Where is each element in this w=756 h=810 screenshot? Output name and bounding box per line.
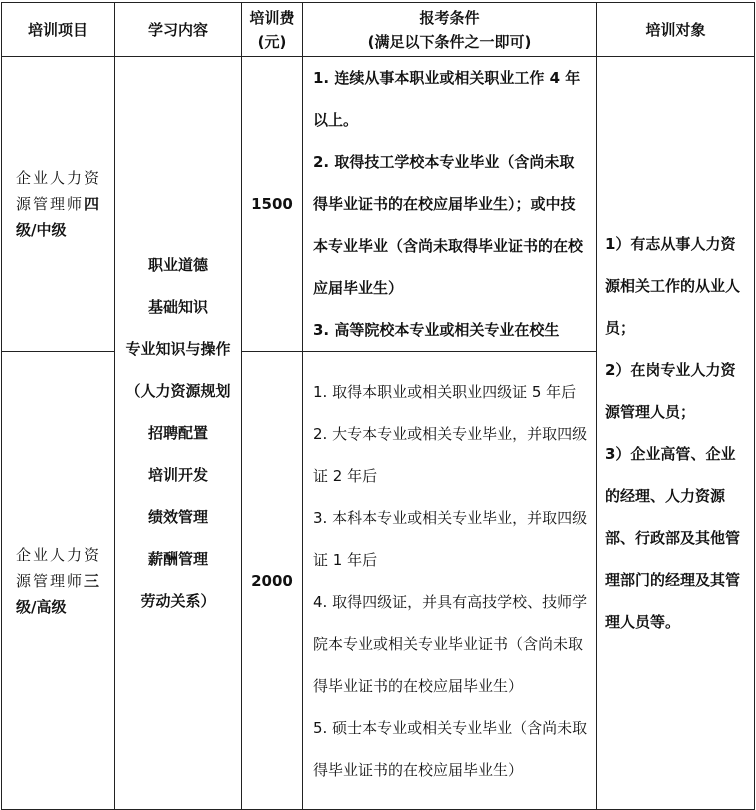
header-fee-label: 培训费 <box>249 8 295 27</box>
project-name: 企业人力资源管理师 <box>16 545 102 590</box>
content-line: 薪酬管理 <box>147 550 208 568</box>
content-line: 培训开发 <box>147 466 208 484</box>
target-item: 3）企业高管、企业的经理、人力资源部、行政部及其他管理部门的经理及其管理人员等。 <box>605 445 741 631</box>
content-line: 劳动关系） <box>140 592 216 610</box>
header-conditions-label: 报考条件 <box>419 8 480 27</box>
table-row-level4 <box>2 57 755 352</box>
condition-item: 2. 取得技工学校本专业毕业（含尚未取得毕业证书的在校应届毕业生）；或中技本专业毕业（含尚未取得毕业证书的在校应届毕业生） <box>313 153 584 297</box>
project-cell-level3 <box>2 352 115 810</box>
content-line: 专业知识与操作 <box>125 340 231 358</box>
condition-item: 4. 取得四级证，并具有高技学校、技师学院本专业或相关专业毕业证书（含尚未取得毕业证书的在校应届毕业生） <box>313 592 588 695</box>
training-table <box>1 2 755 810</box>
header-conditions-note: (满足以下条件之一即可) <box>367 32 532 51</box>
target-cell <box>597 57 755 810</box>
content-line: 招聘配置 <box>147 424 208 442</box>
header-target: 培训对象 <box>597 3 755 57</box>
header-content: 学习内容 <box>115 3 242 57</box>
conditions-cell-level4 <box>303 57 597 352</box>
project-cell-level4 <box>2 57 115 352</box>
target-item: 2）在岗专业人力资源管理人员； <box>605 361 736 421</box>
conditions-cell-level3 <box>303 352 597 810</box>
condition-item: 1. 取得本职业或相关职业四级证 5 年后 <box>313 382 577 401</box>
target-item: 1）有志从事人力资源相关工作的从业人员； <box>605 235 741 337</box>
condition-item: 2. 大专本专业或相关专业毕业，并取四级证 2 年后 <box>313 424 588 485</box>
condition-item: 3. 高等院校本专业或相关专业在校生 <box>313 321 560 339</box>
fee-cell-level3: 2000 <box>242 352 303 810</box>
project-level: 三级/高级 <box>16 571 100 616</box>
content-line: 绩效管理 <box>147 508 208 526</box>
content-line: 基础知识 <box>147 298 208 316</box>
project-name: 企业人力资源管理师 <box>16 169 102 213</box>
header-row <box>2 3 755 57</box>
fee-cell-level4: 1500 <box>242 57 303 352</box>
content-cell <box>115 57 242 810</box>
header-project: 培训项目 <box>2 3 115 57</box>
content-line: （人力资源规划 <box>125 382 231 400</box>
project-level: 四级/中级 <box>16 195 100 239</box>
header-fee <box>242 3 303 57</box>
condition-item: 5. 硕士本专业或相关专业毕业（含尚未取得毕业证书的在校应届毕业生） <box>313 718 588 779</box>
header-fee-unit: (元) <box>257 32 287 51</box>
condition-item: 3. 本科本专业或相关专业毕业，并取四级证 1 年后 <box>313 508 588 569</box>
content-line: 职业道德 <box>147 256 208 274</box>
condition-item: 1. 连续从事本职业或相关职业工作 4 年以上。 <box>313 69 581 129</box>
header-conditions <box>303 3 597 57</box>
